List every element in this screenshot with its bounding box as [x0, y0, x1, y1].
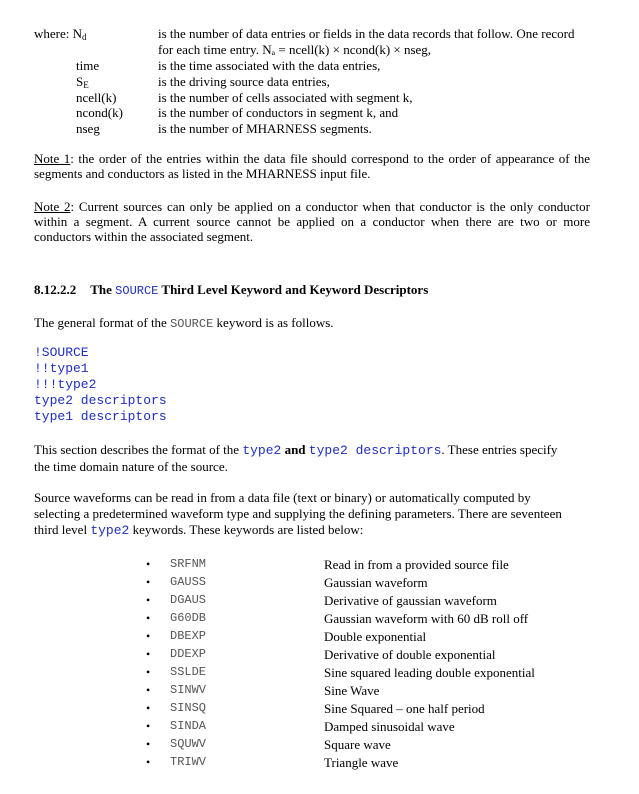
keyword-name: SQUWV	[170, 737, 207, 751]
def-term-nseg: nseg	[76, 121, 100, 136]
keyword-description: Derivative of gaussian waveform	[324, 593, 497, 608]
bullet-icon: •	[146, 647, 151, 661]
note-1	[34, 151, 590, 181]
def-term-ncond: ncond(k)	[76, 105, 123, 120]
def-term-nd: where: $N_d$	[34, 26, 87, 42]
general-keyword: SOURCE	[170, 317, 214, 331]
heading-text-post: Third Level Keyword and Keyword Descriptors	[158, 282, 429, 297]
bullet-icon: •	[146, 665, 151, 679]
keyword-name: DBEXP	[170, 629, 207, 643]
heading-keyword: SOURCE	[115, 284, 159, 298]
code-line: !!type1	[34, 361, 89, 376]
def-desc-ncond: is the number of conductors in segment k, and	[158, 105, 399, 120]
keyword-description: Sine squared leading double exponential	[324, 665, 535, 680]
note-2-label: Note 2	[34, 199, 71, 214]
def-desc-nseg: is the number of MHARNESS segments.	[158, 121, 372, 136]
section-number: 8.12.2.2	[34, 282, 77, 297]
def-desc-ncell: is the number of cells associated with segment k,	[158, 90, 413, 105]
general-format-text: The general format of the SOURCE keyword is as follows.	[34, 315, 334, 331]
keyword-description: Damped sinusoidal wave	[324, 719, 455, 734]
code-line: type1 descriptors	[34, 409, 167, 424]
keyword-description: Gaussian waveform with 60 dB roll off	[324, 611, 529, 626]
keyword-name: SRFNM	[170, 557, 207, 571]
bullet-icon: •	[146, 701, 151, 715]
keyword-description: Triangle wave	[324, 755, 399, 770]
bullet-icon: •	[146, 683, 151, 697]
keyword-name: SSLDE	[170, 665, 207, 679]
bullet-icon: •	[146, 557, 151, 571]
waveforms-line-3: third level type2 keywords. These keywords are listed below:	[34, 522, 364, 538]
def-term-ncell: ncell(k)	[76, 90, 117, 105]
keyword-name: SINDA	[170, 719, 207, 733]
keyword-description: Derivative of double exponential	[324, 647, 496, 662]
def-desc-nd-2: for each time entry. Nₐ = ncell(k) × ncond(k) × nseg,	[158, 42, 432, 57]
waveforms-line-2: selecting a predetermined waveform type and supplying the defining parameters. There are seventeen	[34, 506, 562, 521]
keyword-description: Sine Wave	[324, 683, 380, 698]
bullet-icon: •	[146, 575, 151, 589]
note-1-label: Note 1	[34, 151, 71, 166]
keyword-name: SINSQ	[170, 701, 207, 715]
def-term-time: time	[76, 58, 100, 73]
bullet-icon: •	[146, 755, 151, 769]
keyword-name: G60DB	[170, 611, 207, 625]
keyword-name: SINWV	[170, 683, 207, 697]
bullet-icon: •	[146, 629, 151, 643]
code-line: type2 descriptors	[34, 393, 167, 408]
code-line: !SOURCE	[34, 345, 89, 360]
note-2	[34, 199, 590, 244]
keyword-description: Gaussian waveform	[324, 575, 428, 590]
waveforms-keyword: type2	[90, 523, 130, 538]
heading-text-pre: The	[90, 282, 116, 297]
section-desc-line-2: the time domain nature of the source.	[34, 459, 228, 474]
bullet-icon: •	[146, 593, 151, 607]
keyword-name: DDEXP	[170, 647, 207, 661]
keyword-description: Read in from a provided source file	[324, 557, 509, 572]
keyword-name: DGAUS	[170, 593, 207, 607]
bullet-icon: •	[146, 611, 151, 625]
keyword-description: Sine Squared – one half period	[324, 701, 485, 716]
section-heading	[34, 283, 428, 298]
bullet-icon: •	[146, 737, 151, 751]
def-desc-se: is the driving source data entries,	[158, 74, 330, 89]
desc-keyword-2: type2 descriptors	[308, 443, 442, 458]
keyword-name: GAUSS	[170, 575, 207, 589]
keyword-name: TRIWV	[170, 755, 207, 769]
note-2-text: : Current sources can only be applied on a conductor when that conductor is the only conductor within a segment. A current source cannot be applied on a conductor when there are two or more conductors within the associated segment.	[34, 199, 590, 244]
def-desc-nd-1: is the number of data entries or fields in the data records that follow. One record	[158, 26, 575, 41]
waveforms-line-1: Source waveforms can be read in from a data file (text or binary) or automatically computed by	[34, 490, 531, 505]
note-1-text: : the order of the entries within the data file should correspond to the order of appearance of the segments and conductors as listed in the MHARNESS input file.	[34, 151, 590, 181]
def-term-se: $S_E$	[76, 74, 89, 90]
def-desc-time: is the time associated with the data entries,	[158, 58, 381, 73]
keyword-description: Double exponential	[324, 629, 427, 644]
keyword-description: Square wave	[324, 737, 391, 752]
desc-keyword-1: type2	[242, 443, 282, 458]
code-line: !!!type2	[34, 377, 97, 392]
bullet-icon: •	[146, 719, 151, 733]
section-desc-line-1: This section describes the format of the type2 and type2 descriptors. These entries specify	[34, 442, 558, 458]
